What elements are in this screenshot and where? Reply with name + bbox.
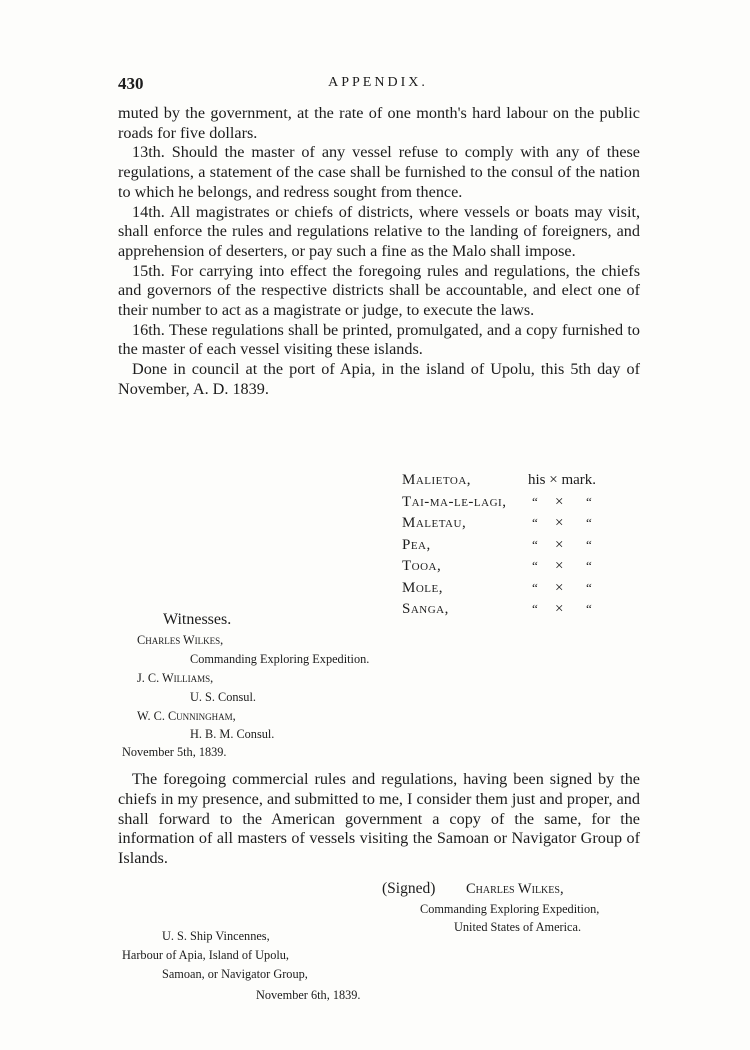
closing-paragraph: The foregoing commercial rules and regulations, having been signed by the chiefs in my presence, and submitted to me, I consider them just and proper, and shall forward to the American government a copy of the same, for the information of all masters of vessels visiting the Samoan or Navigator Group of Islands. [118,770,640,868]
cross-mark: × [555,493,564,510]
page-header [118,74,638,98]
ditto-mark: “ [532,493,538,509]
ditto-mark: “ [586,579,592,595]
place-line: Harbour of Apia, Island of Upolu, [122,948,289,962]
running-head: APPENDIX. [328,75,428,90]
chief-name: Maletau, [402,515,467,531]
signer-title: United States of America. [454,920,582,934]
chief-name: Sanga, [402,601,449,617]
chief-name: Pea, [402,536,431,553]
signature-row [402,515,622,537]
closing-text [118,770,640,869]
witnesses-heading: Witnesses. [163,611,232,628]
paragraph-15th: 15th. For carrying into effect the foregoing rules and regulations, the chiefs and governors of the respective districts shall be accountable, and elect one of their number to act as a magistrate or judge, to execute the laws. [118,261,640,320]
paragraph-13th: 13th. Should the master of any vessel refuse to comply with any of these regulations, a statement of the case shall be furnished to the consul of the nation to which he belongs, and redress sought from thence. [118,143,640,201]
regulations-text [118,104,640,400]
ditto-mark: “ [532,601,538,616]
signed-label: (Signed) [382,880,436,897]
cross-mark: × [555,558,564,574]
chiefs-signatures [402,472,622,623]
witness-name: W. C. Cunningham, [137,709,236,723]
signature-row [402,472,622,494]
paragraph-continuation: muted by the government, at the rate of one month's hard labour on the public roads for five dollars. [118,104,640,142]
place-line: U. S. Ship Vincennes, [162,929,270,943]
cross-mark: × [555,536,564,553]
page-number: 430 [118,74,144,93]
place-line: Samoan, or Navigator Group, [162,967,308,981]
witness-date: November 5th, 1839. [122,745,227,759]
witness-title: U. S. Consul. [190,690,256,704]
place-date: November 6th, 1839. [256,988,361,1002]
witness-name: J. C. Williams, [137,671,214,685]
signature-row [402,580,622,602]
witness-title: H. B. M. Consul. [190,727,275,741]
signature-row [402,558,622,580]
signature-row [402,537,622,559]
ditto-mark: “ [586,493,592,509]
ditto-mark: “ [586,558,592,573]
signature-row [402,494,622,516]
ditto-mark: “ [586,515,592,530]
ditto-mark: “ [532,579,538,595]
ditto-mark: “ [532,515,538,530]
mark-header: his × mark. [528,472,597,488]
ditto-mark: “ [586,536,592,552]
cross-mark: × [555,579,564,596]
chief-name: Tai-ma-le-lagi, [402,493,507,510]
signature-row [402,601,622,623]
ditto-mark: “ [532,536,538,552]
witness-name: Charles Wilkes, [137,633,224,647]
signer-name: Charles Wilkes, [466,881,564,897]
chief-name: Tooa, [402,558,442,574]
paragraph-done-in-council: Done in council at the port of Apia, in the island of Upolu, this 5th day of November, A. D. 1839. [118,360,640,398]
chief-name: Malietoa, [402,472,472,488]
paragraph-14th: 14th. All magistrates or chiefs of districts, where vessels or boats may visit, shall enforce the rules and regulations relative to the landing of foreigners, and apprehension of deserters, or pay such a fine as the Malo shall impose. [118,202,640,260]
cross-mark: × [555,601,564,617]
ditto-mark: “ [532,558,538,573]
witness-title: Commanding Exploring Expedition. [190,652,370,666]
ditto-mark: “ [586,601,592,616]
signer-title: Commanding Exploring Expedition, [420,902,600,916]
cross-mark: × [555,515,564,531]
paragraph-16th: 16th. These regulations shall be printed, promulgated, and a copy furnished to the master of each vessel visiting these islands. [118,320,640,359]
chief-name: Mole, [402,579,443,596]
